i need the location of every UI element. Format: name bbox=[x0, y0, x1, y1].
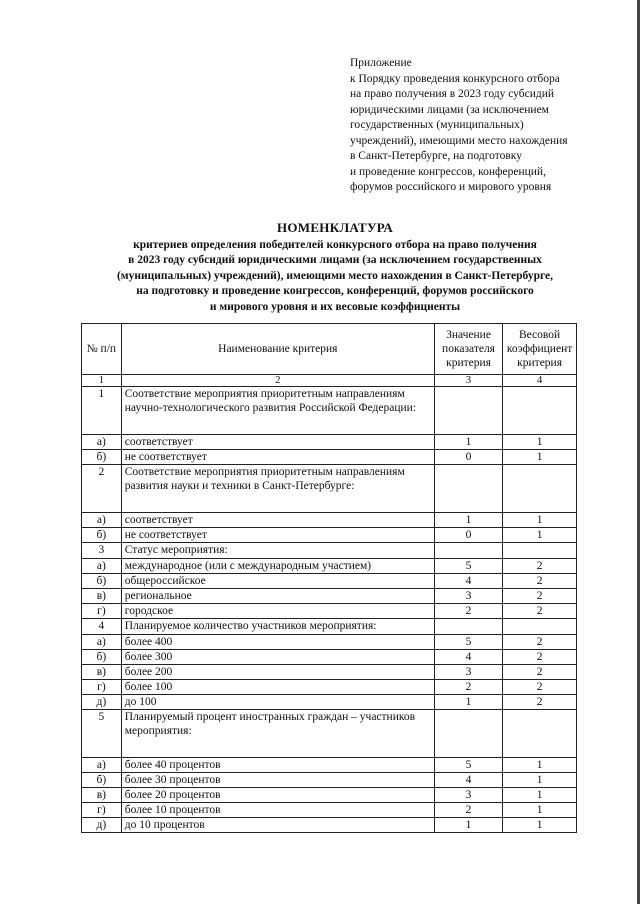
row-number: 3 bbox=[82, 543, 122, 559]
row-weight: 1 bbox=[503, 450, 577, 465]
header-indicator-value: Значение показателя критерия bbox=[434, 324, 502, 375]
appendix-line: на право получения в 2023 году субсидий bbox=[350, 88, 555, 100]
row-weight: 1 bbox=[503, 758, 577, 773]
row-value bbox=[434, 543, 502, 559]
table-row bbox=[82, 635, 577, 650]
table-row bbox=[82, 665, 577, 680]
row-criterion: более 40 процентов bbox=[121, 758, 434, 773]
row-number: г) bbox=[82, 803, 122, 818]
table-row bbox=[82, 680, 577, 695]
table-row bbox=[82, 528, 577, 543]
title-line: (муниципальных) учреждений), имеющими место нахождения в Санкт-Петербурге, bbox=[116, 269, 554, 282]
row-value: 5 bbox=[434, 758, 502, 773]
table-row bbox=[82, 543, 577, 559]
row-number: б) bbox=[82, 650, 122, 665]
row-weight: 1 bbox=[503, 803, 577, 818]
row-weight: 2 bbox=[503, 695, 577, 710]
row-weight: 1 bbox=[503, 788, 577, 803]
row-criterion: международное (или с международным участием) bbox=[121, 559, 434, 574]
row-weight: 2 bbox=[503, 604, 577, 619]
row-weight bbox=[503, 710, 577, 758]
appendix-line: форумов российского и мирового уровня bbox=[350, 181, 552, 193]
header-weight-coefficient: Весовой коэффициент критерия bbox=[503, 324, 577, 375]
table-row bbox=[82, 589, 577, 604]
row-number: а) bbox=[82, 435, 122, 450]
row-criterion: более 30 процентов bbox=[121, 773, 434, 788]
row-value: 0 bbox=[434, 450, 502, 465]
row-number: 1 bbox=[82, 387, 122, 435]
row-weight: 1 bbox=[503, 528, 577, 543]
row-criterion: более 300 bbox=[121, 650, 434, 665]
row-value: 4 bbox=[434, 574, 502, 589]
row-number: а) bbox=[82, 635, 122, 650]
column-number: 1 bbox=[82, 375, 122, 387]
table-row bbox=[82, 650, 577, 665]
appendix-line: учреждений), имеющими место нахождения bbox=[350, 134, 568, 147]
row-criterion: региональное bbox=[121, 589, 434, 604]
row-value bbox=[434, 387, 502, 435]
row-criterion: Соответствие мероприятия приоритетным направлениям развития науки и техники в Санкт-Петербурге: bbox=[121, 465, 434, 513]
row-criterion: Статус мероприятия: bbox=[121, 543, 434, 559]
table-row bbox=[82, 450, 577, 465]
title-heading: НОМЕНКЛАТУРА bbox=[276, 220, 394, 235]
row-value: 4 bbox=[434, 650, 502, 665]
document-title bbox=[70, 220, 600, 315]
row-weight: 1 bbox=[503, 435, 577, 450]
row-criterion: более 400 bbox=[121, 635, 434, 650]
row-number: в) bbox=[82, 665, 122, 680]
appendix-line: государственных (муниципальных) bbox=[350, 119, 524, 131]
table-row bbox=[82, 803, 577, 818]
row-criterion: более 20 процентов bbox=[121, 788, 434, 803]
row-value: 3 bbox=[434, 788, 502, 803]
row-value: 5 bbox=[434, 559, 502, 574]
row-value: 0 bbox=[434, 528, 502, 543]
row-weight bbox=[503, 619, 577, 635]
row-criterion: соответствует bbox=[121, 513, 434, 528]
header-criterion-name: Наименование критерия bbox=[121, 324, 434, 375]
row-value: 1 bbox=[434, 695, 502, 710]
row-weight: 2 bbox=[503, 665, 577, 680]
table-row bbox=[82, 513, 577, 528]
row-number: г) bbox=[82, 680, 122, 695]
row-criterion: не соответствует bbox=[121, 450, 434, 465]
row-number: а) bbox=[82, 559, 122, 574]
appendix-line: юридическими лицами (за исключением bbox=[350, 103, 549, 116]
table-row bbox=[82, 559, 577, 574]
row-criterion: более 200 bbox=[121, 665, 434, 680]
row-number: д) bbox=[82, 695, 122, 710]
row-value bbox=[434, 619, 502, 635]
table-row bbox=[82, 758, 577, 773]
row-number: б) bbox=[82, 574, 122, 589]
appendix-line: и проведение конгрессов, конференций, bbox=[350, 165, 546, 178]
row-number: 2 bbox=[82, 465, 122, 513]
table-header-row bbox=[82, 324, 577, 375]
row-value bbox=[434, 710, 502, 758]
row-number: б) bbox=[82, 773, 122, 788]
table-row bbox=[82, 619, 577, 635]
appendix-line: к Порядку проведения конкурсного отбора bbox=[350, 72, 560, 85]
column-number: 2 bbox=[121, 375, 434, 387]
row-weight: 2 bbox=[503, 574, 577, 589]
row-value bbox=[434, 465, 502, 513]
row-weight: 1 bbox=[503, 513, 577, 528]
row-value: 2 bbox=[434, 604, 502, 619]
table-row bbox=[82, 387, 577, 435]
row-criterion: более 100 bbox=[121, 680, 434, 695]
row-weight: 2 bbox=[503, 559, 577, 574]
row-value: 2 bbox=[434, 803, 502, 818]
row-number: 5 bbox=[82, 710, 122, 758]
row-number: 4 bbox=[82, 619, 122, 635]
row-weight bbox=[503, 387, 577, 435]
row-criterion: до 10 процентов bbox=[121, 818, 434, 833]
row-criterion: до 100 bbox=[121, 695, 434, 710]
table-body bbox=[82, 387, 577, 833]
row-criterion: Соответствие мероприятия приоритетным направлениям научно-технологического развития Российской Федерации: bbox=[121, 387, 434, 435]
table-row bbox=[82, 695, 577, 710]
row-criterion: общероссийское bbox=[121, 574, 434, 589]
table-row bbox=[82, 818, 577, 833]
row-weight: 2 bbox=[503, 635, 577, 650]
row-weight: 1 bbox=[503, 818, 577, 833]
table-row bbox=[82, 788, 577, 803]
column-number: 4 bbox=[503, 375, 577, 387]
table-row bbox=[82, 574, 577, 589]
title-line: на подготовку и проведение конгрессов, конференций, форумов российского bbox=[136, 285, 534, 297]
row-number: а) bbox=[82, 758, 122, 773]
appendix-line: Приложение bbox=[350, 57, 412, 69]
column-number-row bbox=[82, 375, 577, 387]
row-criterion: соответствует bbox=[121, 435, 434, 450]
row-value: 5 bbox=[434, 635, 502, 650]
table-row bbox=[82, 773, 577, 788]
table-row bbox=[82, 435, 577, 450]
row-value: 2 bbox=[434, 680, 502, 695]
row-weight: 2 bbox=[503, 680, 577, 695]
row-criterion: Планируемое количество участников мероприятия: bbox=[121, 619, 434, 635]
row-value: 4 bbox=[434, 773, 502, 788]
table-row bbox=[82, 465, 577, 513]
row-weight: 2 bbox=[503, 589, 577, 604]
appendix-line: в Санкт-Петербурге, на подготовку bbox=[350, 150, 522, 162]
row-number: г) bbox=[82, 604, 122, 619]
row-number: в) bbox=[82, 788, 122, 803]
row-criterion: Планируемый процент иностранных граждан – участников мероприятия: bbox=[121, 710, 434, 758]
row-criterion: более 10 процентов bbox=[121, 803, 434, 818]
row-value: 1 bbox=[434, 818, 502, 833]
row-weight: 1 bbox=[503, 773, 577, 788]
row-weight bbox=[503, 465, 577, 513]
row-value: 3 bbox=[434, 589, 502, 604]
appendix-note bbox=[350, 56, 615, 196]
header-number: № п/п bbox=[82, 324, 122, 375]
row-criterion: не соответствует bbox=[121, 528, 434, 543]
table-row bbox=[82, 710, 577, 758]
row-number: а) bbox=[82, 513, 122, 528]
row-value: 1 bbox=[434, 435, 502, 450]
row-weight: 2 bbox=[503, 650, 577, 665]
title-line: критериев определения победителей конкурсного отбора на право получения bbox=[133, 238, 537, 251]
row-number: д) bbox=[82, 818, 122, 833]
row-number: б) bbox=[82, 528, 122, 543]
criteria-table bbox=[81, 323, 577, 833]
row-number: в) bbox=[82, 589, 122, 604]
row-number: б) bbox=[82, 450, 122, 465]
row-criterion: городское bbox=[121, 604, 434, 619]
row-weight bbox=[503, 543, 577, 559]
title-line: и мирового уровня и их весовые коэффициенты bbox=[209, 300, 461, 313]
row-value: 3 bbox=[434, 665, 502, 680]
table-row bbox=[82, 604, 577, 619]
column-number: 3 bbox=[434, 375, 502, 387]
row-value: 1 bbox=[434, 513, 502, 528]
title-line: в 2023 году субсидий юридическими лицами (за исключением государственных bbox=[128, 254, 542, 266]
